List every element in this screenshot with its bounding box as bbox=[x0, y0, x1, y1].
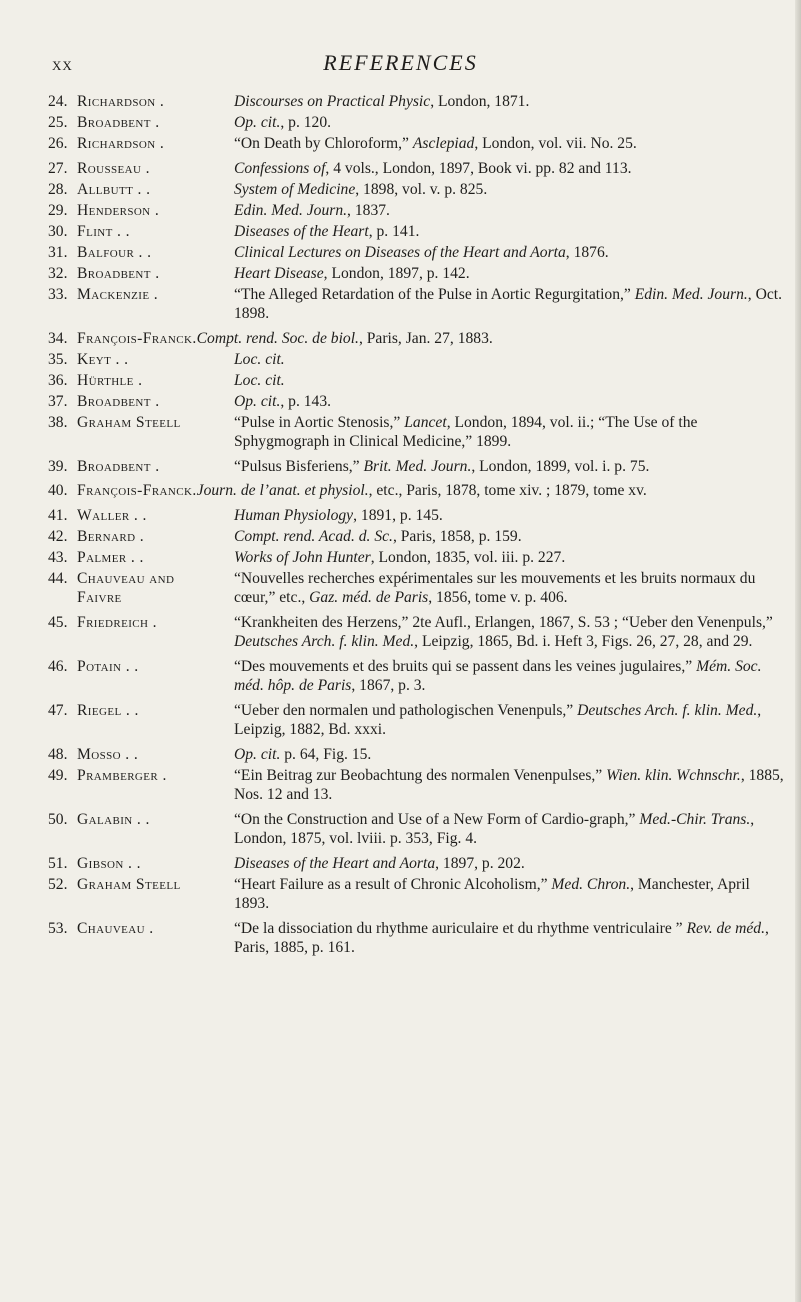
reference-citation bbox=[197, 329, 788, 349]
author-name: Henderson bbox=[77, 201, 151, 219]
leader-dots: . bbox=[144, 919, 154, 937]
citation-title: Edin. Med. Journ. bbox=[234, 201, 348, 219]
reference-number: 50. bbox=[48, 810, 68, 828]
reference-entry bbox=[48, 350, 788, 370]
citation-text: “On the Construction and Use of a New Form of Cardio-graph,” bbox=[234, 810, 640, 828]
reference-citation bbox=[234, 92, 788, 112]
citation-text: , 1898, vol. v. p. 825. bbox=[355, 180, 488, 198]
leader-dots: . bbox=[150, 392, 160, 410]
reference-number: 42. bbox=[48, 527, 68, 545]
author-name: Mosso bbox=[77, 745, 121, 763]
reference-citation bbox=[234, 350, 788, 370]
leader-dots: . . bbox=[121, 657, 139, 675]
reference-citation bbox=[234, 810, 788, 849]
reference-number: 36. bbox=[48, 371, 68, 389]
citation-text: , p. 120. bbox=[280, 114, 332, 131]
reference-author bbox=[77, 285, 234, 324]
reference-entry bbox=[48, 745, 788, 765]
leader-dots: . . bbox=[129, 506, 147, 524]
author-name: Riegel bbox=[77, 701, 122, 719]
citation-title: System of Medicine bbox=[234, 180, 356, 198]
citation-text: “Krankheiten des Herzens,” 2te Aufl., Erlangen, 1867, S. 53 ; “Ueber den Venenpuls,” bbox=[234, 613, 773, 631]
reference-entry bbox=[48, 569, 788, 608]
reference-author bbox=[77, 548, 234, 568]
reference-citation bbox=[197, 481, 788, 501]
reference-number: 41. bbox=[48, 506, 68, 524]
reference-author bbox=[77, 810, 234, 849]
reference-author bbox=[77, 371, 234, 391]
citation-text: , London, 1894, vol. ii.; “The Use of the Sphygmograph in Clinical Medicine,” 1899. bbox=[234, 413, 698, 450]
leader-dots: . bbox=[155, 135, 165, 152]
citation-text: , 1867, p. 3. bbox=[351, 677, 426, 694]
author-name: Graham Steell bbox=[77, 875, 181, 893]
running-title: REFERENCES bbox=[323, 50, 478, 75]
reference-number: 25. bbox=[48, 114, 68, 131]
citation-title: Diseases of the Heart and Aorta bbox=[234, 854, 436, 872]
citation-title: Discourses on Practical Physic bbox=[234, 93, 431, 110]
reference-entry bbox=[48, 180, 788, 200]
author-name: Pramberger bbox=[77, 766, 159, 784]
reference-entry bbox=[48, 134, 788, 154]
citation-text: , 1891, p. 145. bbox=[353, 506, 443, 524]
reference-author bbox=[77, 329, 197, 349]
leader-dots: . bbox=[149, 285, 159, 303]
citation-text: “Ueber den normalen und pathologischen Venenpuls,” bbox=[234, 701, 578, 719]
author-name: Gibson bbox=[77, 854, 124, 872]
reference-entry bbox=[48, 548, 788, 568]
reference-citation bbox=[234, 657, 788, 696]
reference-entry bbox=[48, 113, 788, 133]
reference-author bbox=[77, 854, 234, 874]
leader-dots: . bbox=[150, 457, 160, 475]
citation-text: , Paris, 1858, p. 159. bbox=[392, 527, 522, 545]
reference-citation bbox=[234, 745, 788, 765]
citation-title: Asclepiad bbox=[412, 135, 475, 152]
reference-number: 35. bbox=[48, 350, 68, 368]
citation-text: , Paris, Jan. 27, 1883. bbox=[358, 329, 493, 347]
citation-text: “De la dissociation du rhythme auriculaire et du rhythme ventriculaire ” bbox=[234, 919, 687, 937]
leader-dots: . . bbox=[111, 350, 129, 368]
author-name: Palmer bbox=[77, 548, 127, 566]
citation-title: Wien. klin. Wchnschr. bbox=[606, 766, 741, 784]
leader-dots: . bbox=[150, 201, 160, 219]
author-name: Friedreich bbox=[77, 613, 149, 631]
reference-author bbox=[77, 222, 234, 242]
reference-author bbox=[77, 613, 234, 652]
reference-author bbox=[77, 392, 234, 412]
reference-citation bbox=[234, 766, 788, 805]
author-name: Chauveau and bbox=[77, 569, 175, 587]
reference-citation bbox=[234, 854, 788, 874]
reference-entry bbox=[48, 527, 788, 547]
reference-entry bbox=[48, 457, 788, 477]
citation-text: p. 64, Fig. 15. bbox=[280, 745, 372, 763]
reference-entry bbox=[48, 264, 788, 284]
reference-author bbox=[77, 457, 234, 477]
reference-entry bbox=[48, 243, 788, 263]
leader-dots: . bbox=[155, 93, 165, 110]
citation-text: “Ein Beitrag zur Beobachtung des normalen Venenpulses,” bbox=[234, 766, 607, 784]
reference-number: 29. bbox=[48, 201, 68, 219]
reference-entry bbox=[48, 392, 788, 412]
citation-title: Deutsches Arch. f. klin. Med. bbox=[234, 633, 415, 650]
reference-number: 27. bbox=[48, 159, 68, 177]
reference-author bbox=[77, 264, 234, 284]
author-name: Chauveau bbox=[77, 919, 145, 937]
citation-text: “Pulse in Aortic Stenosis,” bbox=[234, 413, 405, 431]
author-name: Waller bbox=[77, 506, 130, 524]
reference-entry bbox=[48, 413, 788, 452]
reference-citation bbox=[234, 371, 788, 391]
leader-dots: . . bbox=[126, 548, 144, 566]
reference-author bbox=[77, 92, 234, 112]
leader-dots: . . bbox=[121, 701, 139, 719]
author-name: Galabin bbox=[77, 810, 133, 828]
citation-text: , London, 1875, vol. lviii. p. 353, Fig. 4. bbox=[234, 810, 755, 847]
citation-title: Gaz. méd. de Paris bbox=[309, 589, 429, 606]
reference-number: 28. bbox=[48, 180, 68, 198]
reference-author bbox=[77, 350, 234, 370]
leader-dots: . bbox=[150, 114, 160, 131]
author-name: Balfour bbox=[77, 243, 135, 261]
leader-dots: . . bbox=[133, 180, 151, 198]
reference-entry bbox=[48, 875, 788, 914]
leader-dots: . bbox=[135, 527, 145, 545]
reference-entry bbox=[48, 329, 788, 349]
citation-title: Lancet bbox=[404, 413, 447, 431]
reference-author bbox=[77, 201, 234, 221]
reference-entry bbox=[48, 159, 788, 179]
author-name: Richardson bbox=[77, 135, 156, 152]
reference-number: 37. bbox=[48, 392, 68, 410]
reference-number: 45. bbox=[48, 613, 68, 631]
citation-text: , London, 1871. bbox=[430, 93, 530, 110]
leader-dots: . bbox=[148, 613, 157, 631]
reference-number: 39. bbox=[48, 457, 68, 475]
reference-number: 33. bbox=[48, 285, 68, 303]
reference-number: 26. bbox=[48, 135, 68, 152]
leader-dots: . . bbox=[121, 745, 139, 763]
citation-title: Confessions of bbox=[234, 159, 326, 177]
leader-dots: . bbox=[192, 482, 197, 499]
citation-text: , 1837. bbox=[347, 201, 390, 219]
citation-text: , Leipzig, 1865, Bd. i. Heft 3, Figs. 26, 27, 28, and 29. bbox=[414, 633, 753, 650]
reference-entry bbox=[48, 506, 788, 526]
citation-text: “Heart Failure as a result of Chronic Alcoholism,” bbox=[234, 875, 552, 893]
citation-title: Med.-Chir. Trans. bbox=[639, 810, 751, 828]
citation-text: , Manchester, April 1893. bbox=[234, 875, 750, 912]
reference-author bbox=[77, 113, 234, 133]
citation-text: , 4 vols., London, 1897, Book vi. pp. 82 and 113. bbox=[325, 159, 632, 177]
citation-text: , Leipzig, 1882, Bd. xxxi. bbox=[234, 701, 762, 738]
leader-dots: . . bbox=[132, 810, 150, 828]
citation-title: Edin. Med. Journ. bbox=[634, 285, 748, 303]
reference-citation bbox=[234, 919, 788, 958]
reference-number: 46. bbox=[48, 657, 68, 675]
reference-citation bbox=[234, 113, 788, 133]
reference-author bbox=[77, 569, 234, 608]
reference-citation bbox=[234, 285, 788, 324]
citation-text: , p. 143. bbox=[280, 392, 332, 410]
reference-entry bbox=[48, 766, 788, 805]
citation-title: Compt. rend. Acad. d. Sc. bbox=[234, 527, 393, 545]
citation-title: Compt. rend. Soc. de biol. bbox=[196, 329, 359, 347]
reference-citation bbox=[234, 201, 788, 221]
reference-number: 52. bbox=[48, 875, 68, 893]
author-name: Broadbent bbox=[77, 114, 151, 131]
citation-title: Deutsches Arch. f. klin. Med. bbox=[577, 701, 758, 719]
reference-author bbox=[77, 413, 234, 452]
reference-number: 49. bbox=[48, 766, 68, 784]
reference-number: 44. bbox=[48, 569, 68, 587]
reference-citation bbox=[234, 701, 788, 740]
citation-title: Human Physiology bbox=[234, 506, 354, 524]
leader-dots: . . bbox=[123, 854, 141, 872]
citation-text: “On Death by Chloroform,” bbox=[234, 135, 413, 152]
reference-author bbox=[77, 875, 234, 914]
author-name: Richardson bbox=[77, 93, 156, 110]
reference-citation bbox=[234, 413, 788, 452]
reference-entry bbox=[48, 481, 788, 501]
page-edge-shadow bbox=[795, 0, 801, 1302]
reference-list bbox=[48, 92, 788, 959]
author-name: Flint bbox=[77, 222, 113, 240]
reference-citation bbox=[234, 875, 788, 914]
citation-text: , 1885, Nos. 12 and 13. bbox=[234, 766, 784, 803]
author-name: Potain bbox=[77, 657, 122, 675]
citation-text: , 1876. bbox=[565, 243, 609, 261]
reference-number: 40. bbox=[48, 482, 68, 499]
reference-entry bbox=[48, 222, 788, 242]
citation-text: “Des mouvements et des bruits qui se passent dans les veines jugulaires,” bbox=[234, 657, 697, 675]
reference-number: 24. bbox=[48, 93, 68, 110]
author-name: Keyt bbox=[77, 350, 112, 368]
reference-number: 31. bbox=[48, 243, 68, 261]
reference-citation bbox=[234, 569, 788, 608]
reference-number: 30. bbox=[48, 222, 68, 240]
leader-dots: . bbox=[141, 159, 150, 177]
citation-text: “Nouvelles recherches expérimentales sur les mouvements et les bruits normaux du cœur,” etc., bbox=[234, 569, 756, 606]
citation-title: Heart Disease bbox=[234, 264, 324, 282]
reference-citation bbox=[234, 134, 788, 154]
author-name: Broadbent bbox=[77, 264, 151, 282]
leader-dots: . bbox=[192, 329, 197, 347]
reference-entry bbox=[48, 285, 788, 324]
reference-number: 43. bbox=[48, 548, 68, 566]
reference-citation bbox=[234, 548, 788, 568]
reference-citation bbox=[234, 180, 788, 200]
citation-text: , London, 1899, vol. i. p. 75. bbox=[471, 457, 650, 475]
leader-dots: . bbox=[158, 766, 167, 784]
reference-author bbox=[77, 243, 234, 263]
citation-text: “The Alleged Retardation of the Pulse in Aortic Regurgitation,” bbox=[234, 285, 635, 303]
reference-author bbox=[77, 527, 234, 547]
citation-text: , 1856, tome v. p. 406. bbox=[428, 589, 568, 606]
reference-citation bbox=[234, 506, 788, 526]
reference-author bbox=[77, 701, 234, 740]
page-header bbox=[0, 36, 801, 76]
reference-author bbox=[77, 180, 234, 200]
reference-author bbox=[77, 766, 234, 805]
reference-citation bbox=[234, 159, 788, 179]
citation-title: Op. cit. bbox=[234, 392, 281, 410]
author-name: François-Franck bbox=[77, 482, 193, 499]
citation-text: , London, 1897, p. 142. bbox=[323, 264, 470, 282]
reference-number: 32. bbox=[48, 264, 68, 282]
citation-title: Brit. Med. Journ. bbox=[363, 457, 472, 475]
reference-number: 47. bbox=[48, 701, 68, 719]
citation-text: , etc., Paris, 1878, tome xiv. ; 1879, tome xv. bbox=[368, 482, 647, 499]
reference-number: 48. bbox=[48, 745, 68, 763]
reference-entry bbox=[48, 919, 788, 958]
author-name: Hürthle bbox=[77, 371, 134, 389]
author-name: Allbutt bbox=[77, 180, 134, 198]
citation-text: , Paris, 1885, p. 161. bbox=[234, 919, 769, 956]
reference-number: 34. bbox=[48, 329, 68, 347]
reference-entry bbox=[48, 371, 788, 391]
author-name: Bernard bbox=[77, 527, 136, 545]
author-name-continued: Faivre bbox=[77, 589, 122, 606]
reference-author bbox=[77, 134, 234, 154]
reference-author bbox=[77, 919, 234, 958]
reference-entry bbox=[48, 854, 788, 874]
citation-title: Op. cit. bbox=[234, 114, 281, 131]
citation-text: , p. 141. bbox=[368, 222, 420, 240]
citation-title: Rev. de méd. bbox=[686, 919, 766, 937]
reference-author bbox=[77, 657, 234, 696]
citation-title: Diseases of the Heart bbox=[234, 222, 369, 240]
author-name: François-Franck bbox=[77, 329, 193, 347]
author-name: Broadbent bbox=[77, 392, 151, 410]
page-number: XX bbox=[52, 58, 73, 73]
citation-title: Mém. Soc. méd. hôp. de Paris bbox=[234, 657, 762, 694]
reference-entry bbox=[48, 613, 788, 652]
citation-title: Works of John Hunter bbox=[234, 548, 371, 566]
citation-title: Clinical Lectures on Diseases of the Heart and Aorta bbox=[234, 243, 566, 261]
leader-dots: . bbox=[150, 264, 160, 282]
citation-title: Loc. cit. bbox=[234, 371, 285, 389]
leader-dots: . bbox=[133, 371, 143, 389]
leader-dots: . . bbox=[112, 222, 130, 240]
reference-entry bbox=[48, 92, 788, 112]
citation-title: Journ. de l’anat. et physiol. bbox=[196, 482, 369, 499]
reference-author bbox=[77, 481, 197, 501]
reference-number: 38. bbox=[48, 413, 68, 431]
reference-citation bbox=[234, 392, 788, 412]
author-name: Broadbent bbox=[77, 457, 151, 475]
reference-citation bbox=[234, 457, 788, 477]
citation-text: , Oct. 1898. bbox=[234, 285, 782, 322]
reference-citation bbox=[234, 527, 788, 547]
citation-title: Loc. cit. bbox=[234, 350, 285, 368]
citation-text: “Pulsus Bisferiens,” bbox=[234, 457, 364, 475]
leader-dots: . . bbox=[134, 243, 152, 261]
reference-number: 51. bbox=[48, 854, 68, 872]
reference-entry bbox=[48, 657, 788, 696]
author-name: Graham Steell bbox=[77, 413, 181, 431]
reference-citation bbox=[234, 613, 788, 652]
citation-title: Op. cit. bbox=[234, 745, 281, 763]
reference-entry bbox=[48, 810, 788, 849]
citation-title: Med. Chron. bbox=[551, 875, 631, 893]
reference-author bbox=[77, 506, 234, 526]
reference-citation bbox=[234, 243, 788, 263]
citation-text: , London, 1835, vol. iii. p. 227. bbox=[370, 548, 566, 566]
citation-text: , London, vol. vii. No. 25. bbox=[474, 135, 637, 152]
author-name: Rousseau bbox=[77, 159, 142, 177]
reference-entry bbox=[48, 201, 788, 221]
reference-author bbox=[77, 745, 234, 765]
reference-number: 53. bbox=[48, 919, 68, 937]
citation-text: , 1897, p. 202. bbox=[435, 854, 525, 872]
reference-author bbox=[77, 159, 234, 179]
author-name: Mackenzie bbox=[77, 285, 150, 303]
reference-entry bbox=[48, 701, 788, 740]
reference-citation bbox=[234, 264, 788, 284]
reference-citation bbox=[234, 222, 788, 242]
